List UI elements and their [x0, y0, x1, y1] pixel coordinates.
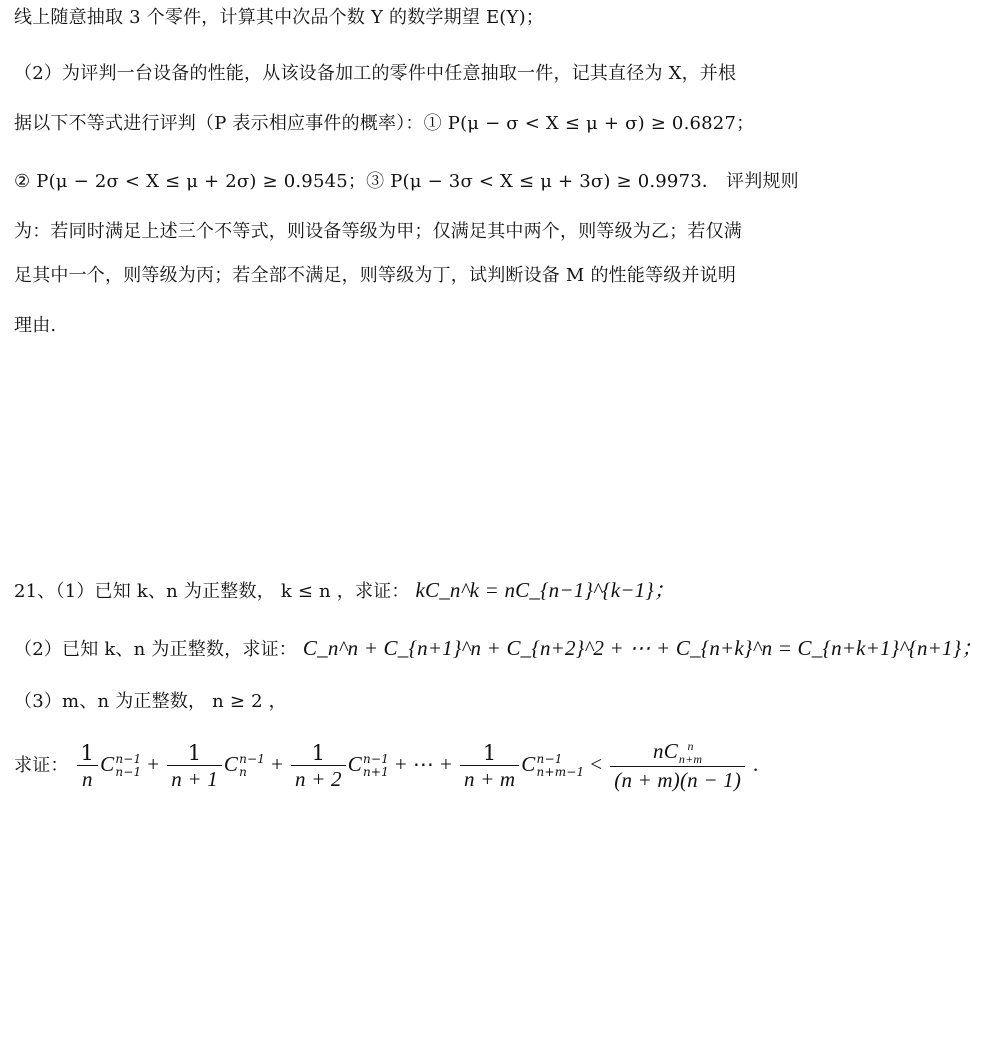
fraction-1-over-n-plus-m: $\frac{1}{n + m}$	[460, 741, 519, 792]
p21-part1-text: 21、（1）已知 k、n 为正整数， k ≤ n ，求证：	[14, 581, 410, 602]
fraction-1-over-n-plus-2: $\frac{1}{n + 2}$	[291, 741, 346, 792]
fraction-1-over-n-plus-1: $\frac{1}{n + 1}$	[167, 741, 222, 792]
p20-line4: ② P(μ − 2σ < X ≤ μ + 2σ) ≥ 0.9545；③ P(μ − 3σ < X ≤ μ + 3σ) ≥ 0.9973． 评判规则	[14, 171, 799, 192]
p21-part2-formula: C_n^n + C_{n+1}^n + C_{n+2}^2 + ⋯ + C_{n+k}^n = C_{n+k+1}^{n+1}；	[302, 636, 983, 660]
fraction-rhs: nC n n+m (n + m)(n − 1)	[610, 739, 745, 793]
p20-line3: 据以下不等式进行评判（P 表示相应事件的概率）：① P(μ − σ < X ≤ μ + σ) ≥ 0.6827；	[14, 113, 755, 134]
p20-line7: 理由.	[14, 315, 57, 336]
p21-part1	[14, 576, 788, 606]
p21-part3-prefix: 求证：	[14, 755, 69, 776]
p21-part1-formula: kC_n^k = nC_{n−1}^{k−1}；	[415, 578, 676, 602]
p20-line1: 线上随意抽取 3 个零件，计算其中次品个数 Y 的数学期望 E(Y)；	[14, 7, 545, 28]
p20-line5: 为：若同时满足上述三个不等式，则设备等级为甲；仅满足其中两个，则等级为乙；若仅满	[14, 221, 742, 242]
p21-part3-formula: 求证： $\frac{1}{n}$ C n−1 n−1 + $\frac{1}{n + 1}$ C n−1 n + $\frac{1}{n + 2}$ C n−1 n+1 + ⋯ + $\frac{1}{n + m}$ C n−1 n+m−1 < nC n n+m (n + m)(n − 1) .	[14, 738, 759, 793]
p20-line6: 足其中一个，则等级为丙；若全部不满足，则等级为丁，试判断设备 M 的性能等级并说明	[14, 265, 737, 286]
p21-part2-text: （2）已知 k、n 为正整数，求证：	[14, 639, 297, 660]
p21-part3: （3）m、n 为正整数， n ≥ 2 ，	[14, 691, 287, 712]
p20-line2: （2）为评判一台设备的性能，从该设备加工的零件中任意抽取一件，记其直径为 X，并根	[14, 63, 737, 84]
p21-part2	[14, 634, 983, 664]
fraction-1-over-n: $\frac{1}{n}$	[77, 741, 99, 792]
